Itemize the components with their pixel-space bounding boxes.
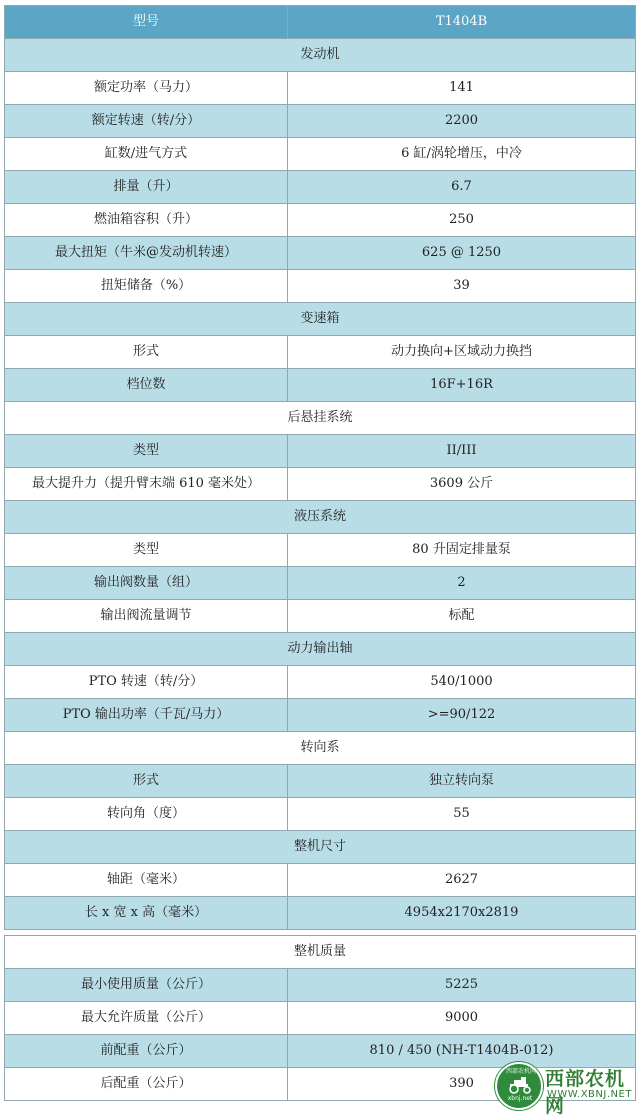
table-row	[5, 969, 636, 1002]
section-row	[5, 732, 636, 765]
spec-value: 16F+16R	[288, 369, 636, 402]
section-row	[5, 39, 636, 72]
spec-label: 形式	[5, 765, 288, 798]
spec-value: 6.7	[288, 171, 636, 204]
spec-table	[4, 5, 636, 930]
table-row	[5, 864, 636, 897]
spec-label: PTO 输出功率（千瓦/马力）	[5, 699, 288, 732]
section-title-engine: 发动机	[5, 39, 636, 72]
spec-label: 长 x 宽 x 高（毫米）	[5, 897, 288, 930]
table-row	[5, 534, 636, 567]
watermark-badge-top: 西部农机网	[506, 1068, 537, 1075]
spec-value: 2	[288, 567, 636, 600]
section-row	[5, 402, 636, 435]
spec-value: 625 @ 1250	[288, 237, 636, 270]
spec-value: 810 / 450 (NH-T1404B-012)	[288, 1035, 636, 1068]
table-row	[5, 666, 636, 699]
spec-label: 最大允许质量（公斤）	[5, 1002, 288, 1035]
table-row	[5, 72, 636, 105]
section-row	[5, 936, 636, 969]
model-header-row	[5, 6, 636, 39]
spec-label: 额定转速（转/分）	[5, 105, 288, 138]
model-header-label: 型号	[5, 6, 288, 39]
spec-value: >=90/122	[288, 699, 636, 732]
table-row	[5, 567, 636, 600]
spec-label: 后配重（公斤）	[5, 1068, 288, 1101]
section-row	[5, 501, 636, 534]
spec-label: 燃油箱容积（升）	[5, 204, 288, 237]
table-row	[5, 600, 636, 633]
spec-label: 类型	[5, 435, 288, 468]
spec-label: 扭矩储备（%）	[5, 270, 288, 303]
spec-label: 转向角（度）	[5, 798, 288, 831]
spec-value: 141	[288, 72, 636, 105]
section-title-rear-hitch: 后悬挂系统	[5, 402, 636, 435]
spec-sheet	[4, 5, 635, 1101]
table-row	[5, 369, 636, 402]
spec-label: 类型	[5, 534, 288, 567]
watermark-title: 西部农机网	[545, 1068, 626, 1117]
spec-label: 额定功率（马力）	[5, 72, 288, 105]
spec-label: 档位数	[5, 369, 288, 402]
spec-value: 4954x2170x2819	[288, 897, 636, 930]
table-row	[5, 237, 636, 270]
spec-label: 最大提升力（提升臂末端 610 毫米处）	[5, 468, 288, 501]
spec-value: 6 缸/涡轮增压，中冷	[288, 138, 636, 171]
spec-label: 前配重（公斤）	[5, 1035, 288, 1068]
spec-label: 最大扭矩（牛米@发动机转速）	[5, 237, 288, 270]
table-row	[5, 105, 636, 138]
spec-label: 轴距（毫米）	[5, 864, 288, 897]
watermark-badge	[495, 1062, 543, 1110]
spec-value: 5225	[288, 969, 636, 1002]
table-row	[5, 897, 636, 930]
spec-label: 形式	[5, 336, 288, 369]
section-row	[5, 633, 636, 666]
spec-value: 540/1000	[288, 666, 636, 699]
spec-value: 55	[288, 798, 636, 831]
watermark-badge-bottom: xbnj.net	[507, 1095, 533, 1102]
section-title-weight: 整机质量	[5, 936, 636, 969]
spec-label: PTO 转速（转/分）	[5, 666, 288, 699]
section-title-pto: 动力输出轴	[5, 633, 636, 666]
section-title-hydraulics: 液压系统	[5, 501, 636, 534]
table-row	[5, 336, 636, 369]
table-row	[5, 798, 636, 831]
section-title-transmission: 变速箱	[5, 303, 636, 336]
model-header-value: T1404B	[288, 6, 636, 39]
spec-value: 独立转向泵	[288, 765, 636, 798]
table-row	[5, 1002, 636, 1035]
table-row	[5, 138, 636, 171]
table-row	[5, 171, 636, 204]
table-row	[5, 270, 636, 303]
spec-value: II/III	[288, 435, 636, 468]
spec-value: 9000	[288, 1002, 636, 1035]
watermark-url: WWW.XBNJ.NET	[547, 1089, 632, 1100]
tractor-icon	[507, 1076, 533, 1094]
section-row	[5, 831, 636, 864]
section-title-dimensions: 整机尺寸	[5, 831, 636, 864]
watermark	[493, 1050, 633, 1117]
table-row	[5, 765, 636, 798]
table-row	[5, 204, 636, 237]
spec-label: 排量（升）	[5, 171, 288, 204]
spec-value: 250	[288, 204, 636, 237]
spec-value: 动力换向+区域动力换挡	[288, 336, 636, 369]
spec-value: 2627	[288, 864, 636, 897]
section-row	[5, 303, 636, 336]
spec-value: 39	[288, 270, 636, 303]
section-title-steering: 转向系	[5, 732, 636, 765]
spec-label: 输出阀数量（组）	[5, 567, 288, 600]
spec-value: 390	[288, 1068, 636, 1101]
spec-value: 2200	[288, 105, 636, 138]
spec-value: 标配	[288, 600, 636, 633]
spec-value: 80 升固定排量泵	[288, 534, 636, 567]
table-row	[5, 468, 636, 501]
spec-value: 3609 公斤	[288, 468, 636, 501]
spec-label: 缸数/进气方式	[5, 138, 288, 171]
spec-label: 输出阀流量调节	[5, 600, 288, 633]
spec-label: 最小使用质量（公斤）	[5, 969, 288, 1002]
table-row	[5, 435, 636, 468]
table-row	[5, 699, 636, 732]
